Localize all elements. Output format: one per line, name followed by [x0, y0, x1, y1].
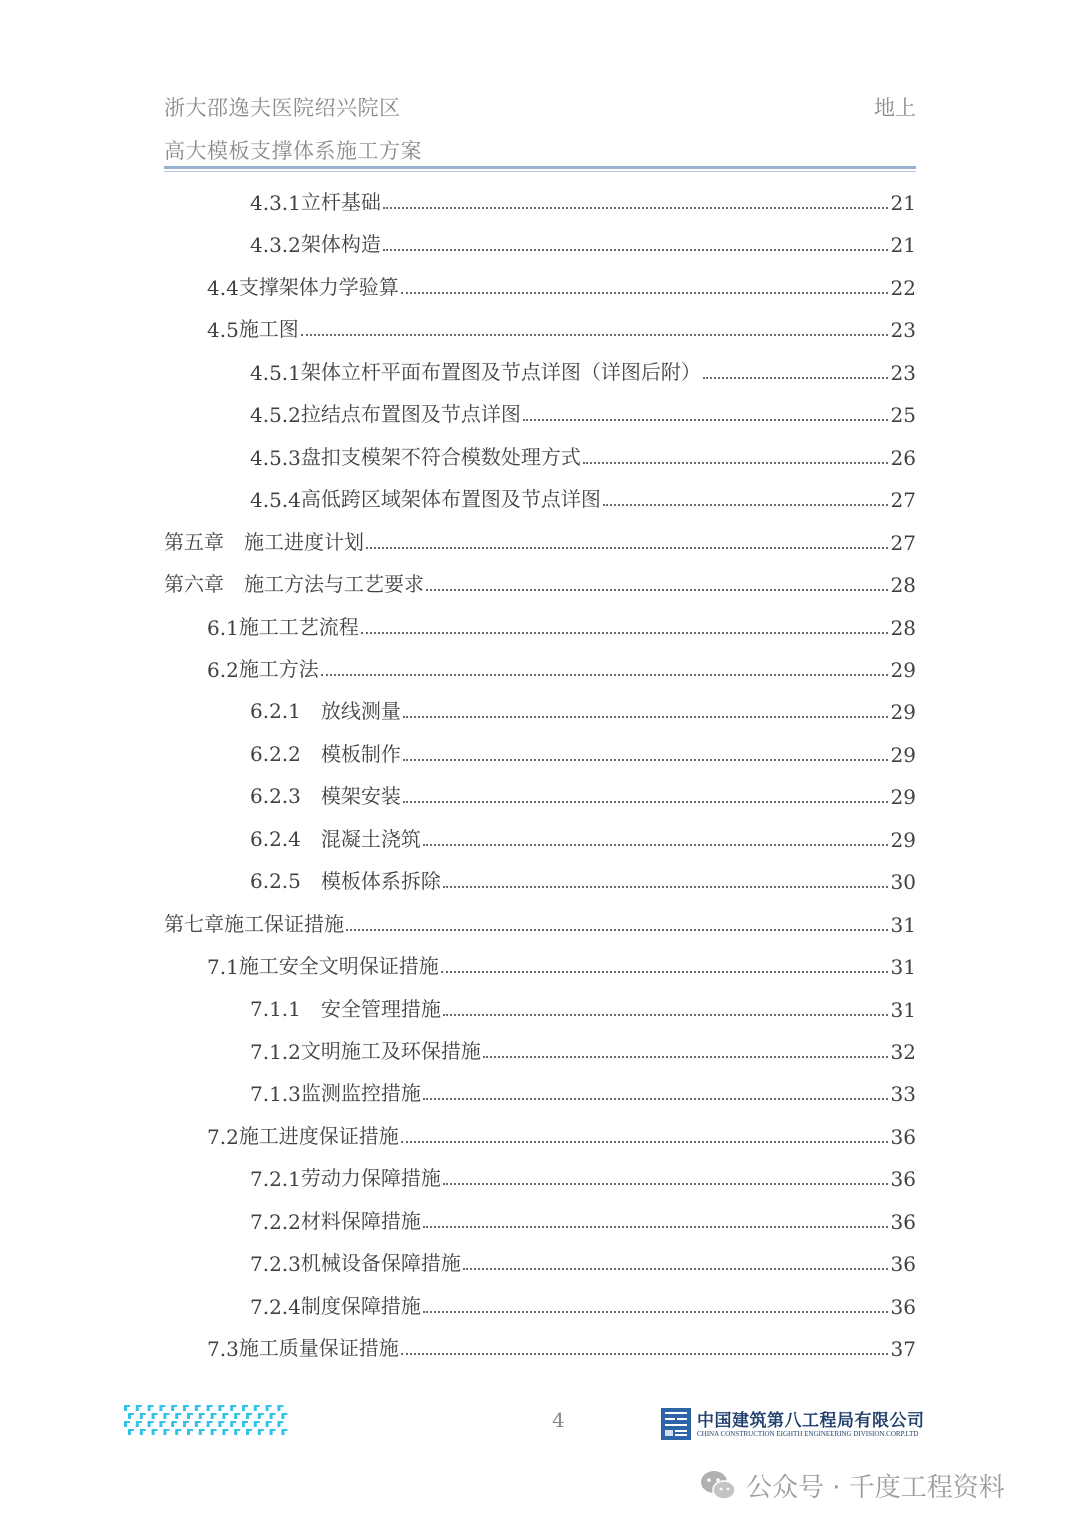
toc-entry[interactable]: [250, 980, 916, 1022]
toc-leader-dots: [523, 419, 888, 421]
pattern-glyph: [218, 1421, 224, 1427]
pattern-glyph: [159, 1421, 165, 1427]
toc-page-number: 27: [890, 530, 916, 555]
toc-leader-dots: [366, 547, 888, 549]
pattern-glyph: [152, 1429, 158, 1435]
toc-page-number: 22: [890, 275, 916, 300]
pattern-glyph: [183, 1421, 189, 1427]
toc-number: 4.3.1: [250, 191, 301, 215]
toc-number: 4.5.4: [250, 488, 301, 513]
wechat-icon: [698, 1465, 738, 1505]
toc-title: 劳动力保障措施: [300, 1166, 441, 1191]
toc-number: 6.2: [207, 657, 239, 682]
pattern-glyph: [207, 1421, 213, 1427]
toc-page-number: 31: [890, 955, 916, 980]
toc-leader-dots: [603, 504, 888, 506]
toc-page-number: 29: [890, 700, 916, 725]
pattern-glyph: [281, 1429, 287, 1435]
toc-number: 7.1.3: [250, 1082, 301, 1107]
toc-number: 6.2.3: [250, 784, 321, 809]
toc-page-number: 29: [890, 657, 916, 682]
pattern-glyph: [230, 1405, 236, 1411]
toc-page-number: 36: [890, 1209, 916, 1234]
toc-leader-dots: [423, 844, 888, 846]
toc-title: 文明施工及环保措施: [300, 1039, 481, 1063]
pattern-glyph: [266, 1421, 272, 1427]
toc-leader-dots: [583, 462, 888, 464]
toc-entry[interactable]: [250, 1022, 916, 1064]
cscec-logo-icon: [661, 1408, 691, 1440]
toc-page-number: 21: [890, 191, 916, 215]
toc-title: 拉结点布置图及节点详图: [300, 402, 521, 427]
company-name-cn: 中国建筑第八工程局有限公司: [697, 1411, 925, 1431]
toc-leader-dots: [383, 207, 888, 209]
toc-entry[interactable]: [250, 1192, 916, 1234]
pattern-glyph: [246, 1413, 252, 1419]
pattern-glyph: [195, 1405, 201, 1411]
pattern-glyph: [254, 1405, 260, 1411]
pattern-glyph: [171, 1405, 177, 1411]
pattern-glyph: [195, 1421, 201, 1427]
toc-entry[interactable]: [207, 640, 916, 682]
pattern-glyph: [266, 1405, 272, 1411]
toc-entry[interactable]: [250, 428, 916, 470]
toc-leader-dots: [321, 674, 888, 676]
toc-entry[interactable]: [250, 852, 916, 894]
pattern-glyph: [270, 1429, 276, 1435]
toc-title: 机械设备保障措施: [300, 1251, 461, 1276]
header-rule-thick: [164, 166, 916, 169]
toc-title: 施工方法与工艺要求: [244, 572, 424, 597]
toc-title: 施工安全文明保证措施: [238, 954, 439, 979]
pattern-glyph: [140, 1429, 146, 1435]
pattern-glyph: [124, 1421, 130, 1427]
toc-page-number: 23: [890, 360, 916, 385]
pattern-glyph: [152, 1413, 158, 1419]
toc-leader-dots: [463, 1268, 888, 1270]
company-name-en: CHINA CONSTRUCTION EIGHTH ENGINEERING DIVISION.CORP.LTD: [697, 1430, 919, 1438]
pattern-glyph: [207, 1405, 213, 1411]
pattern-glyph: [171, 1421, 177, 1427]
toc-entry[interactable]: [250, 682, 916, 724]
toc-page-number: 28: [890, 615, 916, 640]
pattern-glyph: [254, 1421, 260, 1427]
toc-page-number: 33: [890, 1082, 916, 1107]
pattern-glyph: [136, 1421, 142, 1427]
pattern-glyph: [258, 1413, 264, 1419]
toc-title: 安全管理措施: [320, 996, 441, 1021]
toc-title: 高低跨区域架体布置图及节点详图: [300, 487, 601, 512]
toc-entry[interactable]: [250, 810, 916, 852]
toc-number: 4.5.2: [250, 403, 301, 428]
toc-page-number: 25: [890, 403, 916, 428]
toc-leader-dots: [401, 1141, 888, 1143]
toc-leader-dots: [403, 759, 888, 761]
toc-page-number: 30: [890, 870, 916, 895]
header-section-label: 地上: [874, 96, 916, 120]
toc-page-number: 36: [890, 1124, 916, 1149]
toc-page-number: 31: [890, 912, 916, 937]
toc-leader-dots: [361, 632, 888, 634]
pattern-glyph: [234, 1413, 240, 1419]
toc-number: 第六章: [164, 572, 244, 597]
toc-title: 施工进度保证措施: [238, 1123, 399, 1148]
toc-leader-dots: [423, 1226, 888, 1228]
toc-page-number: 37: [890, 1337, 916, 1362]
toc-title: 架体立杆平面布置图及节点详图（详图后附）: [300, 359, 701, 384]
toc-entry[interactable]: [207, 258, 916, 300]
toc-leader-dots: [426, 589, 888, 591]
decorative-pattern-icon: [122, 1402, 290, 1438]
pattern-glyph: [163, 1429, 169, 1435]
pattern-glyph: [187, 1429, 193, 1435]
toc-leader-dots: [443, 1014, 888, 1016]
pattern-glyph: [242, 1405, 248, 1411]
pattern-glyph: [258, 1429, 264, 1435]
pattern-glyph: [199, 1429, 205, 1435]
page-number: 4: [552, 1408, 565, 1432]
toc-title: 盘扣支模架不符合模数处理方式: [300, 444, 581, 469]
toc-leader-dots: [403, 716, 888, 718]
toc-number: 6.2.1: [250, 699, 321, 724]
toc-number: 7.1: [207, 955, 239, 980]
toc-entry[interactable]: [250, 173, 916, 215]
pattern-glyph: [222, 1429, 228, 1435]
toc-leader-dots: [401, 1353, 888, 1355]
toc-entry[interactable]: [250, 215, 916, 257]
toc-page-number: 23: [890, 318, 916, 343]
pattern-glyph: [148, 1405, 154, 1411]
toc-leader-dots: [383, 249, 888, 251]
toc-entry[interactable]: [250, 343, 916, 385]
toc-page-number: 26: [890, 445, 916, 470]
pattern-glyph: [128, 1413, 134, 1419]
toc-entry[interactable]: [207, 598, 916, 640]
toc-page-number: 36: [890, 1294, 916, 1319]
toc-leader-dots: [441, 971, 888, 973]
toc-title: 混凝土浇筑: [320, 826, 421, 851]
toc-title: 立杆基础: [300, 190, 381, 214]
company-logo: [661, 1406, 961, 1442]
toc-title: 施工进度计划: [244, 529, 364, 554]
toc-number: 7.2.4: [250, 1294, 301, 1319]
toc-entry[interactable]: [250, 1234, 916, 1276]
toc-leader-dots: [483, 1056, 888, 1058]
toc-title: 放线测量: [320, 699, 401, 724]
header-project-name: 浙大邵逸夫医院绍兴院区: [164, 96, 401, 120]
toc-entry[interactable]: [250, 725, 916, 767]
toc-page-number: 27: [890, 488, 916, 513]
toc-title: 施工图: [238, 317, 299, 342]
toc-number: 7.2.3: [250, 1252, 301, 1277]
toc-number: 4.3.2: [250, 233, 301, 258]
pattern-glyph: [159, 1405, 165, 1411]
toc-leader-dots: [401, 292, 888, 294]
toc-number: 7.2.1: [250, 1167, 301, 1192]
toc-number: 6.2.2: [250, 741, 321, 766]
toc-entry[interactable]: [250, 385, 916, 427]
toc-title: 模板制作: [320, 741, 401, 766]
pattern-glyph: [140, 1413, 146, 1419]
pattern-glyph: [199, 1413, 205, 1419]
watermark: [698, 1465, 1005, 1505]
pattern-glyph: [211, 1429, 217, 1435]
toc-title: 模架安装: [320, 784, 401, 809]
toc-leader-dots: [403, 801, 888, 803]
toc-leader-dots: [423, 1098, 888, 1100]
toc-leader-dots: [443, 1183, 888, 1185]
toc-entry[interactable]: [207, 1319, 916, 1361]
toc-leader-dots: [346, 929, 888, 931]
pattern-glyph: [187, 1413, 193, 1419]
toc-entry[interactable]: [207, 1107, 916, 1149]
pattern-glyph: [270, 1413, 276, 1419]
toc-entry[interactable]: [250, 1149, 916, 1191]
toc-page-number: 28: [890, 573, 916, 598]
toc-title: 施工方法: [238, 656, 319, 681]
pattern-glyph: [246, 1429, 252, 1435]
pattern-glyph: [175, 1429, 181, 1435]
toc-number: 7.2: [207, 1124, 239, 1149]
toc-title: 监测监控措施: [300, 1081, 421, 1106]
toc-page-number: 29: [890, 785, 916, 810]
toc-page-number: 32: [890, 1040, 916, 1064]
toc-title: 施工工艺流程: [238, 614, 359, 639]
toc-number: 第五章: [164, 529, 244, 554]
pattern-glyph: [183, 1405, 189, 1411]
toc-entry[interactable]: [164, 895, 916, 937]
toc-title: 施工保证措施: [224, 911, 344, 936]
toc-title: 制度保障措施: [300, 1293, 421, 1318]
pattern-glyph: [128, 1429, 134, 1435]
toc-number: 6.2.5: [250, 869, 321, 894]
page-header: [164, 88, 916, 170]
toc-entry[interactable]: [250, 1064, 916, 1106]
toc-entry[interactable]: [250, 1277, 916, 1319]
toc-entry[interactable]: [250, 767, 916, 809]
watermark-text: 公众号 · 千度工程资料: [746, 1472, 1005, 1503]
toc-number: 6.2.4: [250, 826, 321, 851]
pattern-glyph: [211, 1413, 217, 1419]
pattern-glyph: [230, 1421, 236, 1427]
toc-title: 材料保障措施: [300, 1208, 421, 1233]
toc-page-number: 29: [890, 742, 916, 767]
toc-number: 4.5.3: [250, 445, 301, 470]
toc-leader-dots: [301, 334, 888, 336]
toc-entry[interactable]: [250, 470, 916, 512]
toc-title: 支撑架体力学验算: [238, 274, 399, 299]
toc-entry[interactable]: [164, 555, 916, 597]
toc-leader-dots: [703, 377, 888, 379]
toc-page-number: 36: [890, 1252, 916, 1277]
toc-title: 架体构造: [300, 232, 381, 257]
toc-number: 7.1.1: [250, 996, 321, 1021]
pattern-glyph: [234, 1429, 240, 1435]
toc-number: 7.3: [207, 1337, 239, 1362]
toc-number: 4.4: [207, 275, 239, 300]
toc-page-number: 31: [890, 997, 916, 1022]
toc-number: 7.1.2: [250, 1040, 301, 1064]
header-scheme-title: 高大模板支撑体系施工方案: [164, 139, 422, 163]
pattern-glyph: [136, 1405, 142, 1411]
toc-page-number: 21: [890, 233, 916, 258]
pattern-glyph: [242, 1421, 248, 1427]
toc-number: 第七章: [164, 911, 224, 936]
toc-page-number: 36: [890, 1167, 916, 1192]
toc-entry[interactable]: [207, 937, 916, 979]
toc-title: 模板体系拆除: [320, 869, 441, 894]
toc-number: 6.1: [207, 615, 239, 640]
header-rule-thin: [164, 171, 916, 172]
pattern-glyph: [175, 1413, 181, 1419]
toc-number: 4.5.1: [250, 360, 301, 385]
toc-number: 4.5: [207, 318, 239, 343]
toc-entry[interactable]: [164, 513, 916, 555]
pattern-glyph: [281, 1413, 287, 1419]
pattern-glyph: [218, 1405, 224, 1411]
toc-entry[interactable]: [207, 300, 916, 342]
pattern-glyph: [163, 1413, 169, 1419]
pattern-glyph: [277, 1405, 283, 1411]
toc-page-number: 29: [890, 827, 916, 852]
toc-number: 7.2.2: [250, 1209, 301, 1234]
pattern-glyph: [222, 1413, 228, 1419]
pattern-glyph: [277, 1421, 283, 1427]
toc-title: 施工质量保证措施: [238, 1336, 399, 1361]
pattern-glyph: [124, 1405, 130, 1411]
toc-leader-dots: [423, 1311, 888, 1313]
pattern-glyph: [148, 1421, 154, 1427]
toc-leader-dots: [443, 886, 888, 888]
